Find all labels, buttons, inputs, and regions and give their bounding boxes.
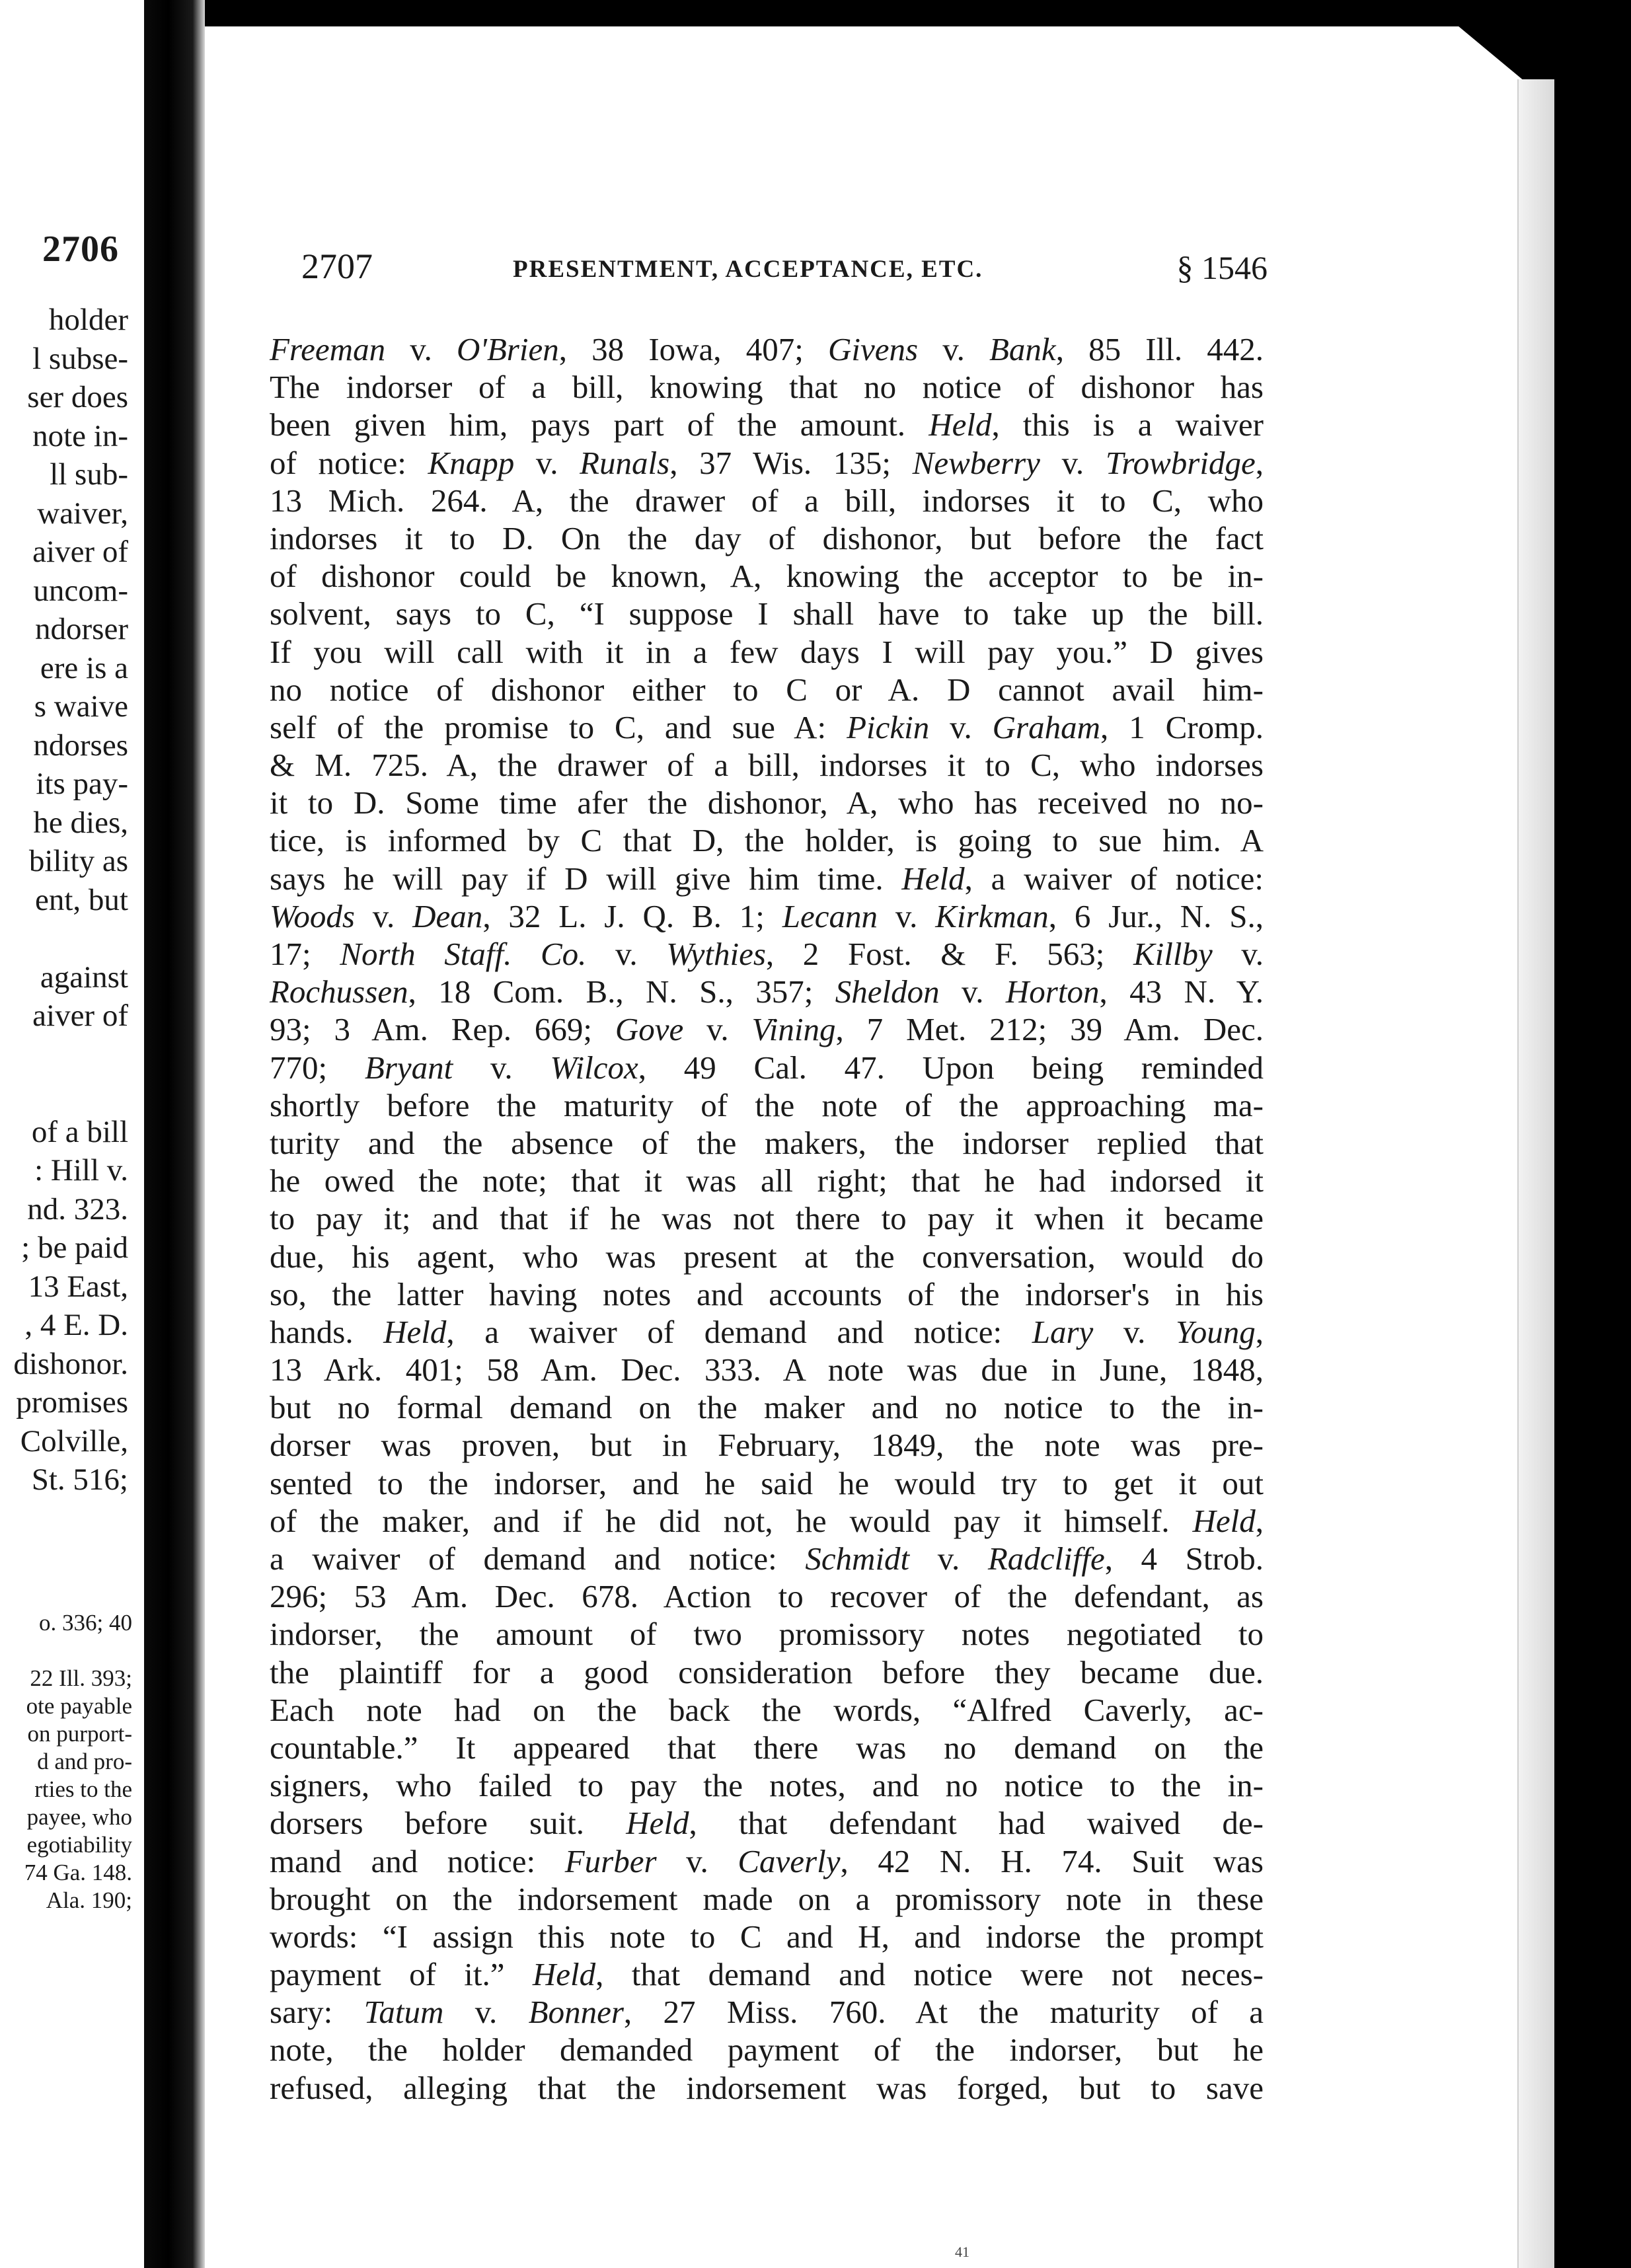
- body-line: brought on the indorsement made on a promissory note in these: [270, 1880, 1264, 1917]
- body-line: 13 Mich. 264. A, the drawer of a bill, indorses it to C, who: [270, 482, 1264, 519]
- previous-page-line: waiver,: [37, 496, 128, 531]
- previous-page-footnote-line: Ala. 190;: [46, 1887, 132, 1913]
- body-line: says he will pay if D will give him time. Held, a waiver of notice:: [270, 860, 1264, 897]
- body-line: a waiver of demand and notice: Schmidt v. Radcliffe, 4 Strob.: [270, 1540, 1264, 1577]
- previous-page-line: note in-: [32, 418, 128, 453]
- previous-page-footnote-line: 22 Ill. 393;: [30, 1665, 132, 1691]
- footer-mark: 41: [955, 2244, 969, 2260]
- previous-page-footnote-line: d and pro-: [37, 1749, 132, 1774]
- previous-page-line: holder: [48, 303, 128, 337]
- body-line: words: “I assign this note to C and H, and indorse the prompt: [270, 1918, 1264, 1955]
- previous-page-line: against: [40, 960, 128, 995]
- previous-page-footnote-line: rties to the: [34, 1776, 132, 1802]
- body-line: hands. Held, a waiver of demand and notice: Lary v. Young,: [270, 1313, 1264, 1350]
- previous-page-line: aiver of: [32, 999, 128, 1033]
- running-title: PRESENTMENT, ACCEPTANCE, ETC.: [513, 256, 983, 283]
- previous-page-footnote-line: egotiability: [26, 1832, 132, 1858]
- body-line: 296; 53 Am. Dec. 678. Action to recover of the defendant, as: [270, 1578, 1264, 1615]
- body-line: sented to the indorser, and he said he would try to get it out: [270, 1464, 1264, 1501]
- body-line: Rochussen, 18 Com. B., N. S., 357; Sheldon v. Horton, 43 N. Y.: [270, 973, 1264, 1010]
- previous-page-footnote-line: o. 336; 40: [39, 1610, 132, 1636]
- body-line: solvent, says to C, “I suppose I shall have to take up the bill.: [270, 595, 1264, 632]
- previous-page-line: aiver of: [32, 535, 128, 569]
- previous-page-line: ll sub-: [50, 457, 128, 492]
- body-line: If you will call with it in a few days I will pay you.” D gives: [270, 633, 1264, 670]
- body-line: note, the holder demanded payment of the indorser, but he: [270, 2031, 1264, 2068]
- body-line: it to D. Some time afer the dishonor, A, who has received no no-: [270, 784, 1264, 821]
- body-line: Each note had on the back the words, “Alfred Caverly, ac-: [270, 1691, 1264, 1728]
- previous-page-line: ; be paid: [21, 1230, 128, 1265]
- previous-page-line: of a bill: [31, 1114, 128, 1149]
- previous-page-footnote-line: payee, who: [26, 1804, 132, 1830]
- body-line: countable.” It appeared that there was no demand on the: [270, 1729, 1264, 1766]
- page-number: 2707: [301, 246, 373, 286]
- body-line: of dishonor could be known, A, knowing the acceptor to be in-: [270, 558, 1264, 595]
- body-line: The indorser of a bill, knowing that no notice of dishonor has: [270, 369, 1264, 406]
- previous-page-line: nd. 323.: [27, 1191, 128, 1227]
- body-line: but no formal demand on the maker and no notice to the in-: [270, 1389, 1264, 1426]
- running-header: [301, 246, 1268, 292]
- previous-page-footnote-line: on purport-: [27, 1721, 132, 1747]
- page-body: [270, 330, 1264, 2107]
- book-gutter: [144, 0, 205, 2268]
- previous-page-line: l subse-: [32, 341, 128, 376]
- body-line: indorser, the amount of two promissory notes negotiated to: [270, 1616, 1264, 1653]
- body-line: shortly before the maturity of the note of the approaching ma-: [270, 1086, 1264, 1123]
- previous-page-line: ndorses: [33, 728, 128, 763]
- section-number: § 1546: [1176, 249, 1268, 286]
- previous-page-line: he dies,: [33, 805, 128, 840]
- previous-page-line: [0, 919, 128, 958]
- previous-page-line: ndorser: [35, 612, 128, 646]
- body-line: dorsers before suit. Held, that defendant had waived de-: [270, 1805, 1264, 1842]
- body-line: & M. 725. A, the drawer of a bill, indorses it to C, who indorses: [270, 747, 1264, 784]
- previous-page-line: ser does: [27, 380, 128, 414]
- body-line: 770; Bryant v. Wilcox, 49 Cal. 47. Upon being reminded: [270, 1049, 1264, 1086]
- previous-page-line: 13 East,: [28, 1269, 128, 1304]
- body-line: dorser was proven, but in February, 1849, the note was pre-: [270, 1427, 1264, 1464]
- previous-page-footnote: [0, 1609, 132, 1914]
- previous-page-line: s waive: [34, 689, 128, 724]
- previous-page-number: 2706: [42, 229, 119, 270]
- previous-page-line: uncom-: [33, 573, 128, 608]
- body-line: sary: Tatum v. Bonner, 27 Miss. 760. At the maturity of a: [270, 1994, 1264, 2031]
- previous-page-line: St. 516;: [31, 1462, 128, 1497]
- body-line: Freeman v. O'Brien, 38 Iowa, 407; Givens v. Bank, 85 Ill. 442.: [270, 331, 1264, 367]
- body-line: mand and notice: Furber v. Caverly, 42 N. H. 74. Suit was: [270, 1842, 1264, 1879]
- previous-page-line: promises: [16, 1385, 128, 1419]
- body-line: so, the latter having notes and accounts of the indorser's in his: [270, 1275, 1264, 1312]
- previous-page-line: [0, 1036, 128, 1075]
- body-line: to pay it; and that if he was not there to pay it when it became: [270, 1200, 1264, 1237]
- previous-page-line: , 4 E. D.: [24, 1308, 128, 1342]
- previous-page-line: [0, 1074, 128, 1113]
- body-line: signers, who failed to pay the notes, and no notice to the in-: [270, 1767, 1264, 1804]
- body-line: 93; 3 Am. Rep. 669; Gove v. Vining, 7 Met. 212; 39 Am. Dec.: [270, 1011, 1264, 1048]
- previous-page-text: [0, 301, 128, 1499]
- body-line: indorses it to D. On the day of dishonor, but before the fact: [270, 519, 1264, 556]
- body-line: 13 Ark. 401; 58 Am. Dec. 333. A note was due in June, 1848,: [270, 1351, 1264, 1388]
- body-line: payment of it.” Held, that demand and notice were not neces-: [270, 1956, 1264, 1993]
- previous-page-line: bility as: [28, 844, 128, 878]
- body-line: refused, alleging that the indorsement was forged, but to save: [270, 2069, 1264, 2106]
- previous-page-line: ent, but: [35, 882, 128, 917]
- body-line: 17; North Staff. Co. v. Wythies, 2 Fost. & F. 563; Killby v.: [270, 936, 1264, 972]
- previous-page-line: its pay-: [36, 767, 128, 801]
- body-line: of notice: Knapp v. Runals, 37 Wis. 135; Newberry v. Trowbridge,: [270, 444, 1264, 481]
- body-line: due, his agent, who was present at the conversation, would do: [270, 1238, 1264, 1275]
- body-line: been given him, pays part of the amount. Held, this is a waiver: [270, 406, 1264, 443]
- previous-page-footnote-line: [0, 1637, 132, 1665]
- body-line: tice, is informed by C that D, the holder, is going to sue him. A: [270, 822, 1264, 859]
- body-line: no notice of dishonor either to C or A. D cannot avail him-: [270, 671, 1264, 708]
- previous-page-line: dishonor.: [13, 1346, 128, 1381]
- previous-page-line: ere is a: [40, 650, 128, 685]
- body-line: turity and the absence of the makers, the indorser replied that: [270, 1124, 1264, 1161]
- previous-page-footnote-line: ote payable: [26, 1693, 132, 1719]
- previous-page-line: : Hill v.: [34, 1153, 128, 1188]
- previous-page-line: Colville,: [20, 1423, 128, 1458]
- previous-page: [0, 0, 144, 2268]
- page-edge: [1517, 79, 1554, 2268]
- body-line: he owed the note; that it was all right; that he had indorsed it: [270, 1162, 1264, 1199]
- body-line: Woods v. Dean, 32 L. J. Q. B. 1; Lecann v. Kirkman, 6 Jur., N. S.,: [270, 897, 1264, 934]
- body-line: the plaintiff for a good consideration before they became due.: [270, 1653, 1264, 1690]
- body-line: self of the promise to C, and sue A: Pickin v. Graham, 1 Cromp.: [270, 708, 1264, 745]
- previous-page-footnote-line: 74 Ga. 148.: [24, 1860, 132, 1885]
- body-line: of the maker, and if he did not, he would pay it himself. Held,: [270, 1502, 1264, 1539]
